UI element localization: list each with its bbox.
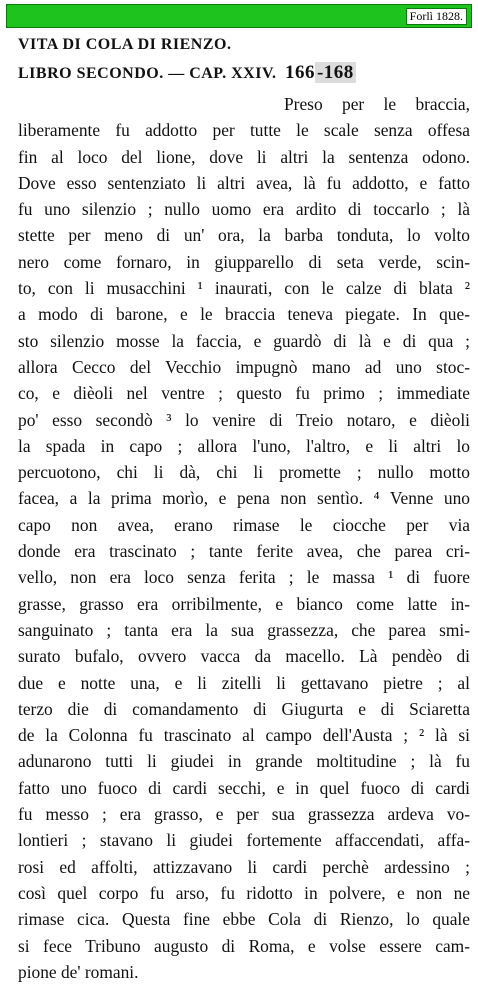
text-line: rimase cica. Questa fine ebbe Cola di Rienzo, lo quale <box>18 909 470 930</box>
text-line: Preso per le braccia, <box>284 94 470 114</box>
text-line: pione de' romani. <box>18 961 139 982</box>
text-line: co, e dièoli nel ventre ; questo fu primo ; immediate <box>18 383 470 404</box>
text-line: stette per meno di un' ora, la barba tonduta, lo volto <box>18 225 470 246</box>
text-line: rosi ed affolti, attizzavano li cardi perchè ardessino ; <box>18 856 470 877</box>
text-line: lontieri ; stavano li giudei fortemente affaccendati, affa- <box>18 830 470 851</box>
text-line: donde era trascinato ; tante ferite avea, che parea cri- <box>18 541 470 562</box>
text-line: la spada in capo ; allora l'uno, l'altro, e li altri lo <box>18 435 470 456</box>
text-line: fu uno silenzio ; nullo uomo era ardito di toccarlo ; là <box>18 199 470 220</box>
chapter-label: LIBRO SECONDO. — CAP. XXIV. <box>18 65 277 82</box>
text-line: liberamente fu addotto per tutte le scale senza offesa <box>18 120 470 141</box>
text-line: sanguinato ; tanta era la sua grassezza, che parea smi- <box>18 619 470 640</box>
text-line: sto silenzio mosse la faccia, e guardò di là e di qua ; <box>18 330 470 351</box>
text-line: fin al loco del lione, dove li altri la sentenza odono. <box>18 146 470 167</box>
top-banner <box>6 4 472 28</box>
page-range <box>285 62 356 83</box>
text-line: capo non avea, erano rimase le ciocche per via <box>18 514 470 535</box>
text-line: Dove esso sentenziato li altri avea, là fu addotto, e fatto <box>18 172 470 193</box>
text-line: nero come fornaro, in giupparello di seta verde, scin- <box>18 251 470 272</box>
text-line: due e notte una, e li zitelli li gettavano pietre ; al <box>18 672 470 693</box>
book-title: VITA DI COLA DI RIENZO. <box>18 36 232 53</box>
text-line: surato bufalo, ovvero vacca da macello. Là pendèo di <box>18 646 470 667</box>
chapter-heading <box>18 62 356 84</box>
text-line: allora Cecco del Vecchio impugnò mano ad uno stoc- <box>18 356 470 377</box>
text-line: fatto uno fuoco di cardi secchi, e in quel fuoco di cardi <box>18 777 470 798</box>
text-line: facea, a la prima morìo, e pena non sentìo. ⁴ Venne uno <box>18 488 470 509</box>
page-end: -168 <box>316 62 354 83</box>
text-line: terzo die di comandamento di Giugurta e di Sciaretta <box>18 698 470 719</box>
text-line: po' esso secondò ³ lo venire di Treio notaro, e dièoli <box>18 409 470 430</box>
text-line: si fece Tribuno augusto di Roma, e volse essere cam- <box>18 935 470 956</box>
text-line: to, con li musacchini ¹ inaurati, con le calze di blata ² <box>18 278 470 299</box>
body-text <box>18 91 470 985</box>
page-start: 166 <box>284 62 315 83</box>
text-line: de la Colonna fu trascinato al campo dell'Austa ; ² là si <box>18 725 470 746</box>
text-line: grasse, grasso era orribilmente, e bianco come latte in- <box>18 593 470 614</box>
text-line: così quel corpo fu arso, fu ridotto in polvere, e non ne <box>18 882 470 903</box>
text-line: a modo di barone, e le braccia teneva piegate. In que- <box>18 304 470 325</box>
text-line: vello, non era loco senza ferita ; le massa ¹ di fuore <box>18 567 470 588</box>
source-badge: Forlì 1828. <box>406 8 467 25</box>
text-line: adunarono tutti li giudei in grande moltitudine ; là fu <box>18 751 470 772</box>
text-line: percuotono, chi li dà, chi li promette ; nullo motto <box>18 462 470 483</box>
text-line: fu messo ; era grasso, e per sua grassezza ardeva vo- <box>18 804 470 825</box>
